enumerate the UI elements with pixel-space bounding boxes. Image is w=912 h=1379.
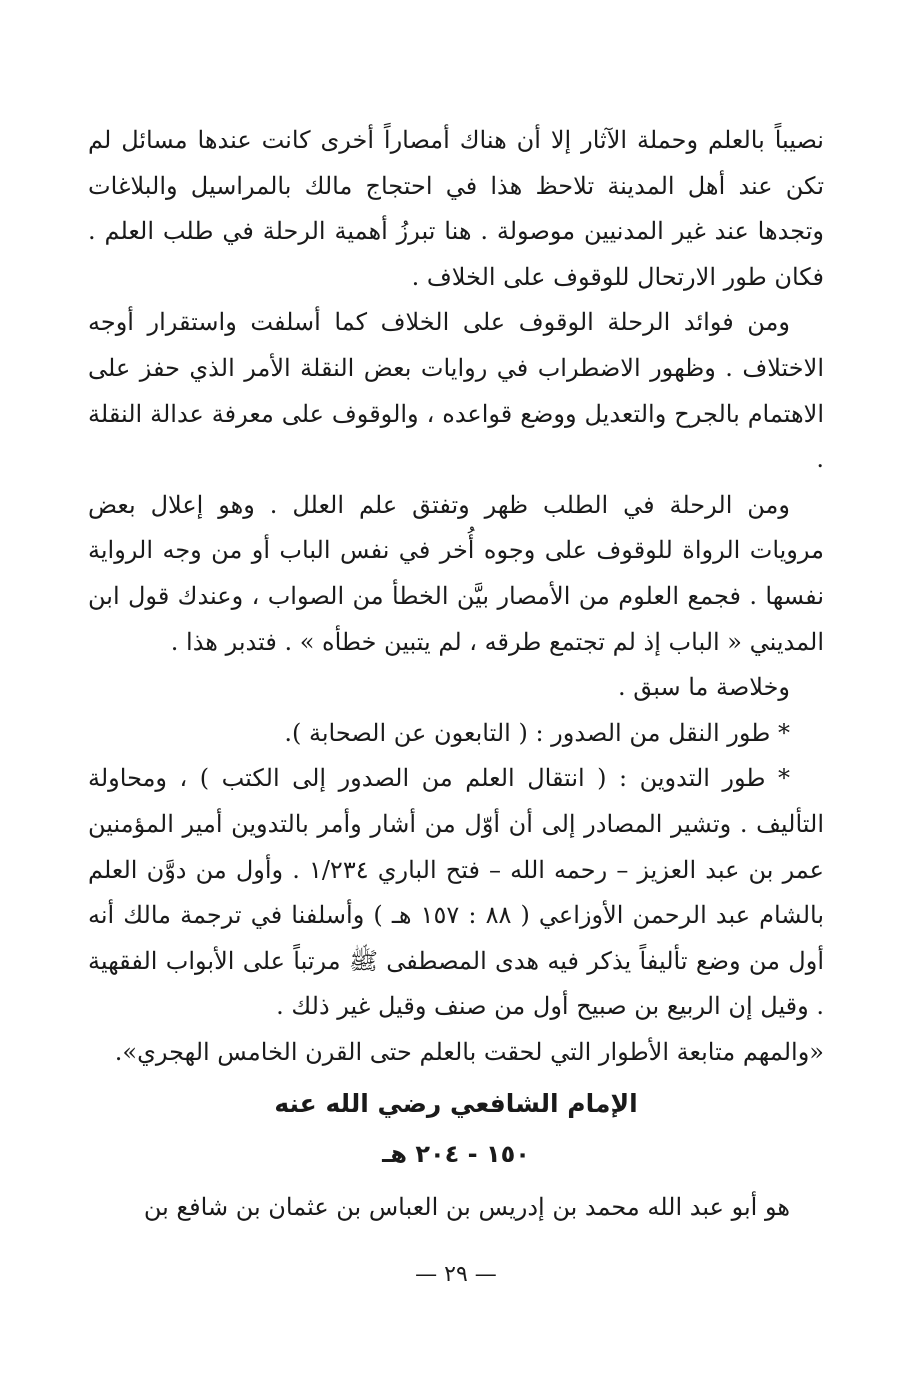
bullet-item-2: * طور التدوين : ( انتقال العلم من الصدور إلى الكتب ) ، ومحاولة التأليف . وتشير المصادر إلى أن أوّل من أشار وأمر بالتدوين أمير المؤمنين عمر بن عبد العزيز – رحمه الله – فتح الباري ١/٢٣٤ . وأول من دوَّن العلم بالشام عبد الرحمن الأوزاعي ( ٨٨ : ١٥٧ هـ ) وأسلفنا في ترجمة مالك أنه أول من وضع تأليفاً يذكر فيه هدى المصطفى ﷺ مرتباً على الأبواب الفقهية . وقيل إن الربيع بن صبيح أول من صنف وقيل غير ذلك . [88, 764, 825, 1021]
section-years: ١٥٠ - ٢٠٤ هـ [382, 1140, 530, 1169]
page-body [88, 118, 824, 1231]
paragraph-1: نصيباً بالعلم وحملة الآثار إلا أن هناك أمصاراً أخرى كانت عندها مسائل لم تكن عند أهل المدينة تلاحظ هذا في احتجاج مالك بالمراسيل والبلاغات وتجدها عند غير المدنيين موصولة . هنا تبرزُ أهمية الرحلة في طلب العلم . فكان طور الارتحال للوقوف على الخلاف . [88, 126, 824, 291]
paragraph-2: ومن فوائد الرحلة الوقوف على الخلاف كما أسلفت واستقرار أوجه الاختلاف . وظهور الاضطراب في روايات بعض النقلة الأمر الذي حفز على الاهتمام بالجرح والتعديل ووضع قواعده ، والوقوف على معرفة عدالة النقلة . [88, 308, 824, 474]
bullet-item-1: * طور النقل من الصدور : ( التابعون عن الصحابة ). [284, 718, 790, 747]
paragraph-3: ومن الرحلة في الطلب ظهر وتفتق علم العلل . وهو إعلال بعض مرويات الرواة للوقوف على وجوه أُخر في نفس الباب أو من وجه الرواية نفسها . فجمع العلوم من الأمصار بيَّن الخطأ من الصواب ، وعندك قول ابن المديني « الباب إذ لم تجتمع طرقه ، لم يتبين خطأه » . فتدبر هذا . [88, 490, 824, 656]
quote-paragraph: «والمهم متابعة الأطوار التي لحقت بالعلم حتى القرن الخامس الهجري». [114, 1037, 824, 1066]
page-number: — ٢٩ — [415, 1262, 497, 1287]
bio-paragraph: هو أبو عبد الله محمد بن إدريس بن العباس بن عثمان بن شافع بن [143, 1193, 790, 1222]
paragraph-summary: وخلاصة ما سبق . [617, 673, 790, 702]
section-heading: الإمام الشافعي رضي الله عنه [274, 1089, 638, 1119]
